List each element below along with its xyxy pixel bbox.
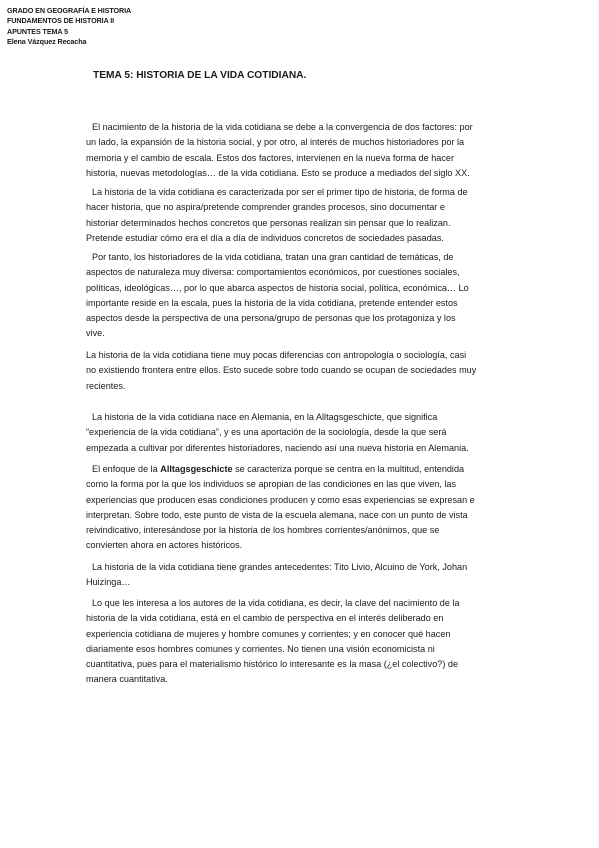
paragraph-line: La historia de la vida cotidiana nace en Alemania, en la Alltagsgeschicte, que significa bbox=[92, 412, 438, 422]
document-header bbox=[7, 6, 131, 47]
paragraph-line: no existiendo frontera entre ellos. Esto sucede sobre todo cuando se ocupan de sociedades muy bbox=[86, 365, 477, 376]
paragraph-line: convierten ahora en actores históricos. bbox=[86, 540, 243, 551]
lead-text: El enfoque de la bbox=[92, 464, 161, 474]
paragraph-6 bbox=[86, 462, 530, 554]
paragraph-line: hacer historia, que no aspira/pretende comprender grandes procesos, sino documentar e bbox=[86, 202, 445, 213]
paragraph-line: Por tanto, los historiadores de la vida cotidiana, tratan una gran cantidad de temáticas, de bbox=[92, 252, 454, 262]
paragraph-line: La historia de la vida cotidiana es caracterizada por ser el primer tipo de historia, de forma de bbox=[92, 187, 468, 197]
header-degree: GRADO EN GEOGRAFÍA E HISTORIA bbox=[7, 6, 132, 15]
keyword-bold: Alltagsgeschicte bbox=[160, 464, 233, 474]
paragraph-line: importante reside en la escala, pues la historia de la vida cotidiana, pretende entender estos bbox=[86, 297, 458, 308]
paragraph-line-lead bbox=[86, 462, 530, 477]
paragraph-4 bbox=[86, 348, 530, 394]
paragraph-7 bbox=[86, 560, 530, 591]
paragraph-line: recientes. bbox=[86, 380, 126, 391]
lead-rest-text: se caracteriza porque se centra en la multitud, entendida bbox=[232, 464, 465, 474]
paragraph-line: cuantitativa, pues para el materialismo histórico lo interesante es la masa (¿el colectivo?) de bbox=[86, 659, 459, 670]
paragraph-line: “experiencia de la vida cotidiana”, y es una aportación de la sociología, desde la que será bbox=[86, 427, 447, 438]
paragraph-line: un lado, la expansión de la historia social, y por otro, al interés de muchos historiadores por la bbox=[86, 137, 465, 148]
paragraph-line: aspectos desde la perspectiva de una persona/grupo de personas que los protagoniza y los bbox=[86, 313, 456, 324]
paragraph-line: memoria y el cambio de escala. Estos dos factores, intervienen en la nueva forma de hacer bbox=[86, 152, 454, 163]
paragraph-line: Pretende estudiar cómo era el día a día de individuos concretos de sociedades pasadas. bbox=[86, 232, 444, 243]
paragraph-line: diariamente esos hombres comunes y corrientes. No tienen una visión economicista ni bbox=[86, 643, 435, 654]
paragraph-line: manera cuantitativa. bbox=[86, 674, 168, 685]
paragraph-line: La historia de la vida cotidiana tiene muy pocas diferencias con antropología o sociología, casi bbox=[86, 350, 467, 360]
header-notes: APUNTES TEMA 5 bbox=[7, 26, 69, 36]
paragraph-line: historiar determinados hechos concretos que personas realizan sin pensar que lo realizan. bbox=[86, 217, 451, 228]
paragraph-line: políticas, ideológicas…, por lo que abarca aspectos de historia social, política, económica… Lo bbox=[86, 282, 469, 293]
paragraph-line: como la forma por la que los individuos se apropian de las condiciones en las que viven, las bbox=[86, 479, 457, 490]
paragraph-line: experiencia cotidiana de mujeres y hombre comunes y corrientes; y en conocer qué hacen bbox=[86, 628, 451, 639]
header-author: Elena Vázquez Recacha bbox=[7, 36, 87, 46]
paragraph-line: experiencias que producen esas condiciones producen y como esas experiencias se expresan e bbox=[86, 494, 475, 505]
paragraph-line: La historia de la vida cotidiana tiene grandes antecedentes: Tito Livio, Alcuino de York, Johan bbox=[92, 562, 468, 572]
paragraph-line: reivindicativo, interesándose por la historia de los hombres corrientes/anónimos, que se bbox=[86, 525, 440, 536]
document-title: TEMA 5: HISTORIA DE LA VIDA COTIDIANA. bbox=[93, 70, 307, 81]
paragraph-line: historia de la vida cotidiana, está en el cambio de perspectiva en el interés deliberado en bbox=[86, 613, 444, 624]
paragraph-line: interpretan. Sobre todo, este punto de vista de la escuela alemana, nace con un punto de vista bbox=[86, 509, 468, 520]
paragraph-5 bbox=[86, 410, 530, 456]
paragraph-line: vive. bbox=[86, 328, 105, 339]
paragraph-2 bbox=[86, 185, 530, 246]
header-course: FUNDAMENTOS DE HISTORIA II bbox=[7, 16, 115, 26]
paragraph-line: empezada a cultivar por diferentes historiadores, naciendo así una nueva historia en Alemania. bbox=[86, 442, 469, 453]
paragraph-1 bbox=[86, 120, 530, 181]
paragraph-line: Huizinga… bbox=[86, 577, 131, 588]
paragraph-3 bbox=[86, 250, 530, 342]
paragraph-line: Lo que les interesa a los autores de la vida cotidiana, es decir, la clave del nacimiento de la bbox=[92, 598, 460, 608]
paragraph-line: El nacimiento de la historia de la vida cotidiana se debe a la convergencia de dos factores: por bbox=[92, 122, 473, 132]
paragraph-line: aspectos de naturaleza muy diversa: comportamientos económicos, por cuestiones sociales, bbox=[86, 267, 460, 278]
paragraph-line: historia, nuevas metodologías… de la vida cotidiana. Esto se produce a mediados del siglo XX. bbox=[86, 167, 470, 178]
paragraph-8 bbox=[86, 596, 530, 688]
